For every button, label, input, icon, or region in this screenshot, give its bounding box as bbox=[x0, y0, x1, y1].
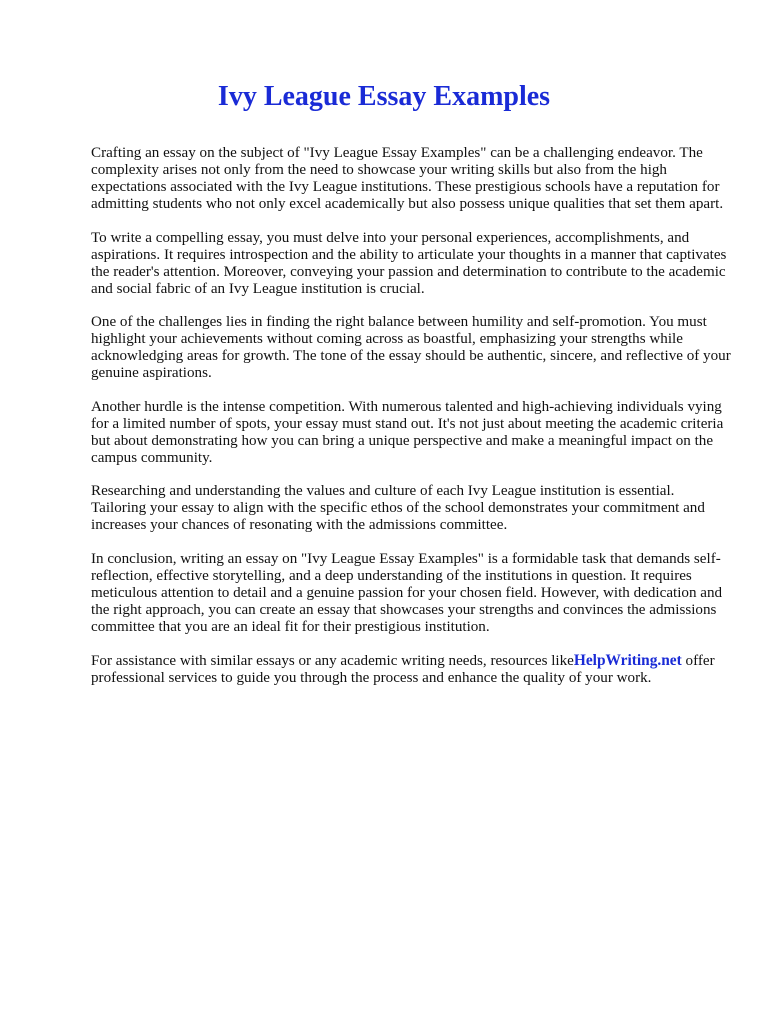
document-body bbox=[91, 145, 731, 704]
paragraph-conclusion: In conclusion, writing an essay on "Ivy League Essay Examples" is a formidable task that demands self-reflection, effective storytelling, and a deep understanding of the institutions in question. It requires meticulous attention to detail and a genuine passion for your chosen field. However, with dedication and the right approach, you can create an essay that showcases your strengths and convinces the admissions committee that you are an ideal fit for their prestigious institution. bbox=[91, 550, 723, 636]
closing-text-after-link: offer professional services to guide you through the process and enhance the quality of your work. bbox=[91, 653, 715, 687]
helpwriting-link[interactable]: HelpWriting.net bbox=[573, 652, 682, 670]
paragraph-closing bbox=[91, 652, 731, 687]
paragraph-competition: Another hurdle is the intense competition. With numerous talented and high-achieving individuals vying for a limited number of spots, your essay must stand out. It's not just about meeting the academic criteria but about demonstrating how you can bring a unique perspective and make a meaningful impact on the campus community. bbox=[91, 398, 724, 466]
paragraph-compelling-essay: To write a compelling essay, you must delve into your personal experiences, accomplishments, and aspirations. It requires introspection and the ability to articulate your thoughts in a manner that captivates the reader's attention. Moreover, conveying your passion and determination to contribute to the academic and social fabric of an Ivy League institution is crucial. bbox=[91, 229, 727, 297]
paragraph-intro: Crafting an essay on the subject of "Ivy League Essay Examples" can be a challenging endeavor. The complexity arises not only from the need to showcase your writing skills but also from the high expectations associated with the Ivy League institutions. These prestigious schools have a reputation for admitting students who not only excel academically but also possess unique qualities that set them apart. bbox=[91, 145, 724, 213]
document-title: Ivy League Essay Examples bbox=[217, 81, 551, 112]
paragraph-research: Researching and understanding the values and culture of each Ivy League institution is essential. Tailoring your essay to align with the specific ethos of the school demonstrates your commitment and increases your chances of resonating with the admissions committee. bbox=[91, 483, 705, 534]
paragraph-balance: One of the challenges lies in finding the right balance between humility and self-promotion. You must highlight your achievements without coming across as boastful, emphasizing your strengths while acknowledging areas for growth. The tone of the essay should be authentic, sincere, and reflective of your genuine aspirations. bbox=[91, 314, 731, 382]
closing-text-before-link: For assistance with similar essays or any academic writing needs, resources like bbox=[91, 653, 574, 670]
